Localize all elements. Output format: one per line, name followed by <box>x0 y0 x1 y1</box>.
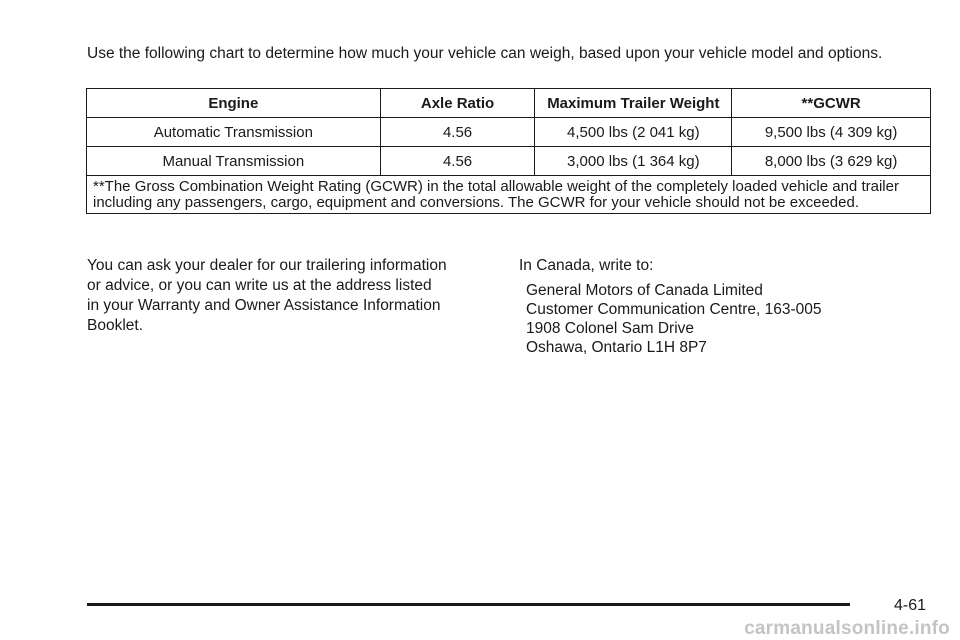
page-number: 4-61 <box>894 597 927 614</box>
header-max-trailer-weight: Maximum Trailer Weight <box>535 89 732 118</box>
cell-max-trailer-weight: 4,500 lbs (2 041 kg) <box>535 118 732 147</box>
dealer-info-paragraph <box>87 256 477 336</box>
footer-rule <box>87 603 850 606</box>
paragraph-line: or advice, or you can write us at the address listed <box>87 277 432 294</box>
canada-lead: In Canada, write to: <box>519 257 654 274</box>
trailer-weight-table <box>86 88 931 214</box>
table-row <box>87 147 931 176</box>
cell-gcwr: 8,000 lbs (3 629 kg) <box>732 147 931 176</box>
watermark: carmanualsonline.info <box>744 618 950 639</box>
address-line: Oshawa, Ontario L1H 8P7 <box>526 339 707 356</box>
header-engine: Engine <box>87 89 381 118</box>
table-row <box>87 118 931 147</box>
table-header-row <box>87 89 931 118</box>
cell-engine: Manual Transmission <box>87 147 381 176</box>
cell-gcwr: 9,500 lbs (4 309 kg) <box>732 118 931 147</box>
cell-max-trailer-weight: 3,000 lbs (1 364 kg) <box>535 147 732 176</box>
table-note-row <box>87 176 931 214</box>
gcwr-footnote: **The Gross Combination Weight Rating (GCWR) in the total allowable weight of the completely loaded vehicle and trailer including any passengers, cargo, equipment and conversions. The GCWR for your vehicle should not be exceeded. <box>87 176 931 214</box>
canada-address <box>526 281 822 357</box>
canada-contact <box>519 256 822 357</box>
address-line: Customer Communication Centre, 163-005 <box>526 301 822 318</box>
intro-text: Use the following chart to determine how much your vehicle can weigh, based upon your vehicle model and options. <box>87 45 883 62</box>
cell-axle-ratio: 4.56 <box>380 147 535 176</box>
address-line: General Motors of Canada Limited <box>526 282 763 299</box>
paragraph-line: You can ask your dealer for our trailering information <box>87 257 447 274</box>
address-line: 1908 Colonel Sam Drive <box>526 320 695 337</box>
header-axle-ratio: Axle Ratio <box>380 89 535 118</box>
cell-engine: Automatic Transmission <box>87 118 381 147</box>
cell-axle-ratio: 4.56 <box>380 118 535 147</box>
paragraph-line: Booklet. <box>87 317 144 334</box>
header-gcwr: **GCWR <box>732 89 931 118</box>
paragraph-line: in your Warranty and Owner Assistance Information <box>87 297 441 314</box>
